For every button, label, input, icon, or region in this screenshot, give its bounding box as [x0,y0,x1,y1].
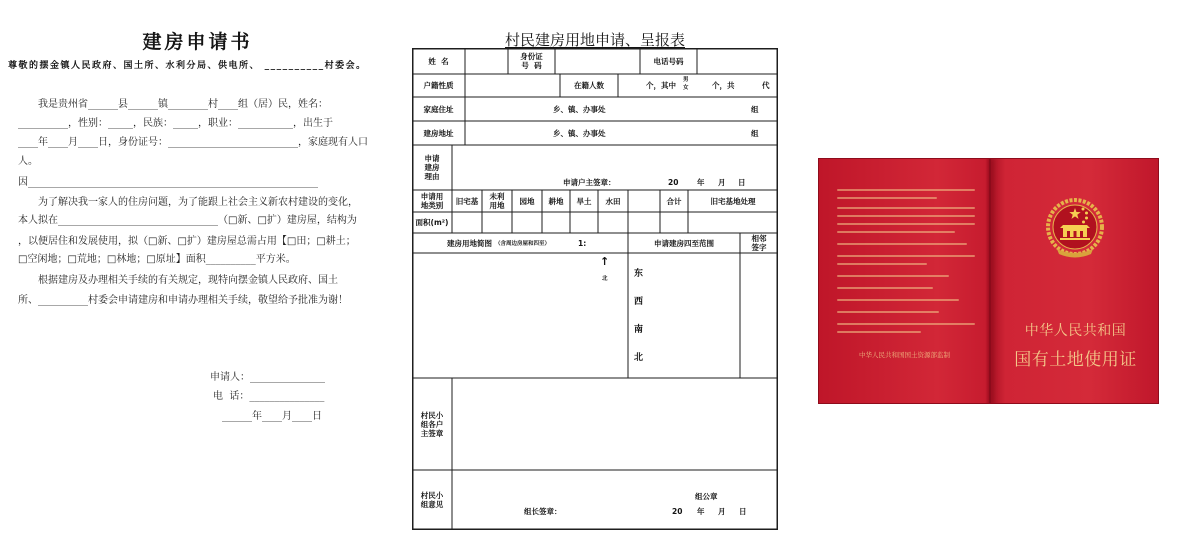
total-count-text: 个，共 [712,81,735,90]
applicant-signature-line: 申请人：_______________ [210,372,325,383]
land-type-cultivated: 耕地 [548,196,564,206]
boundary-range-label: 申请建房四至范围 [654,238,714,248]
group-leader-sign-label: 组长签章： [524,507,562,516]
certificate-left-page [819,159,990,404]
household-type-label: 户籍性质 [423,81,454,90]
neighbor-sign-label [740,233,778,253]
letter-line: 本人拟在________________________________（□新、□扩）建房屋，结构为 [18,215,357,226]
month-label: 月 [718,178,726,187]
neighbor-sign-line: 相邻 [751,234,767,243]
fine-print-line [837,323,975,325]
letter-line: __________，性别：_____，民族：_____，职业：___________，出生于 [18,118,333,129]
applicant-seal-label: 申请户主签章： [563,178,616,187]
fine-print-line [837,263,927,265]
old-homestead-handling: 旧宅基地处理 [710,196,756,206]
fine-print-line [837,331,921,333]
household-sign-line: 组各户 [420,419,444,429]
letter-line: 所、__________村委会申请建房和申请办理相关手续，敬望给予批准为谢！ [18,295,348,306]
registered-count-label: 在籍人数 [574,81,604,90]
letter-line: 根据建房及办理相关手续的有关规定，现特向摆金镇人民政府、国土 [38,275,338,286]
certificate-right-page [991,159,1159,404]
land-type-label-line: 地类别 [420,201,444,210]
generations-text: 代 [762,81,770,90]
site-group-text: 组 [751,129,759,138]
fine-print-line [837,215,975,217]
reason-label-line: 建房 [424,163,440,172]
land-type-label-line: 申请用 [420,192,444,201]
land-type-line: 用地 [489,201,505,210]
home-address-label: 家庭住址 [423,104,454,114]
group-opinion-label [412,470,452,530]
day-label: 日 [739,507,747,516]
letter-line: 因__________________________________________________________ [18,177,318,188]
fine-print-line [837,231,955,233]
name-label: 姓 名 [428,56,449,66]
land-type-garden: 园地 [519,196,535,206]
certificate-title: 国有土地使用证 [1014,350,1137,370]
letter-line: ，以便居住和发展使用，拟（□新、□扩）建房屋总需占用【□田；□耕土； [18,236,356,247]
sketch-title: 建房用地简图 [447,239,492,248]
id-number-label-line: 号 码 [521,61,542,70]
fine-print-line [837,255,975,257]
letter-line: 人。 [18,156,38,167]
letter-line: 为了解决我一家人的住房问题，为了能跟上社会主义新农村建设的变化， [38,197,358,208]
fine-print-line [837,275,949,277]
direction-east: 东 [634,269,644,279]
form-grid-lines [412,48,778,530]
home-township-text: 乡、镇、办事处 [553,105,606,114]
fine-print-line [837,287,933,289]
year-prefix: 20 [672,507,683,516]
fine-print-line [837,207,975,209]
letter-date-line: ______年____月____日 [222,411,322,422]
reason-label [412,145,452,190]
fine-print-line [837,197,937,199]
of-which-text: 个，其中 [646,81,676,90]
letter-line: □空闲地；□荒地；□林地；□原址】面积__________平方米。 [18,254,296,265]
male-text: 男 [683,77,689,83]
letter-salutation: 尊敬的摆金镇人民政府、国土所、水利分局、供电所、 __________村委会。 [8,61,367,71]
direction-west: 西 [634,297,644,307]
north-arrow-label: 北 [602,276,608,282]
female-text: 女 [683,85,689,91]
land-type-unused-land [482,190,512,212]
household-sign-label [412,378,452,470]
letter-line: 我是贵州省______县______镇________村____组（居）民，姓名： [38,99,328,110]
direction-north: 北 [634,353,644,363]
north-arrow-icon: ↑ [600,255,610,268]
year-label: 年 [697,178,705,187]
land-type-total: 合计 [666,196,682,206]
group-opinion-line: 组意见 [420,500,444,509]
fine-print-line [837,223,975,225]
land-type-label [412,190,452,212]
site-township-text: 乡、镇、办事处 [553,129,606,138]
phone-number-label: 电话号码 [653,56,684,66]
land-use-certificate [818,158,1159,404]
build-address-label: 建房地址 [423,128,454,138]
area-label: 面积(m²) [415,218,449,227]
certificate-country: 中华人民共和国 [1024,323,1127,339]
id-number-label-line: 身份证 [520,52,543,61]
form-title: 村民建房用地申请、呈报表 [504,31,685,49]
month-label: 月 [718,507,726,516]
fine-print-line [837,299,959,301]
group-seal-label: 组公章 [695,492,718,501]
id-number-label [508,48,555,74]
letter-title: 建房申请书 [142,31,253,53]
household-sign-line: 主签章 [420,428,444,438]
land-type-old-homestead: 旧宅基 [455,196,479,206]
land-type-dry-land: 旱土 [576,196,592,206]
year-label: 年 [697,507,705,516]
national-emblem-icon [1045,197,1105,261]
letter-line: ____年____月____日，身份证号：__________________________，家庭现有人口 [18,137,368,148]
land-type-line: 未利 [489,192,505,201]
sketch-note: （含周边房屋和四至） [495,241,551,247]
neighbor-sign-line: 签字 [751,243,767,252]
home-group-text: 组 [751,105,759,114]
applicant-phone-line: 电 话：_______________ [213,391,325,402]
sketch-scale: 1: [578,239,587,248]
fine-print-line [837,311,939,313]
reason-label-line: 申请 [424,154,440,163]
certificate-supervisor-text: 中华人民共和国国土资源部监制 [859,351,950,359]
fine-print-line [837,189,975,191]
group-opinion-line: 村民小 [420,491,444,500]
direction-south: 南 [634,325,644,335]
year-prefix: 20 [668,178,679,187]
day-label: 日 [738,178,746,187]
reason-label-line: 理由 [424,172,440,181]
land-type-paddy: 水田 [605,196,621,206]
household-sign-line: 村民小 [420,410,444,420]
form-grid [412,48,778,530]
fine-print-line [837,243,967,245]
